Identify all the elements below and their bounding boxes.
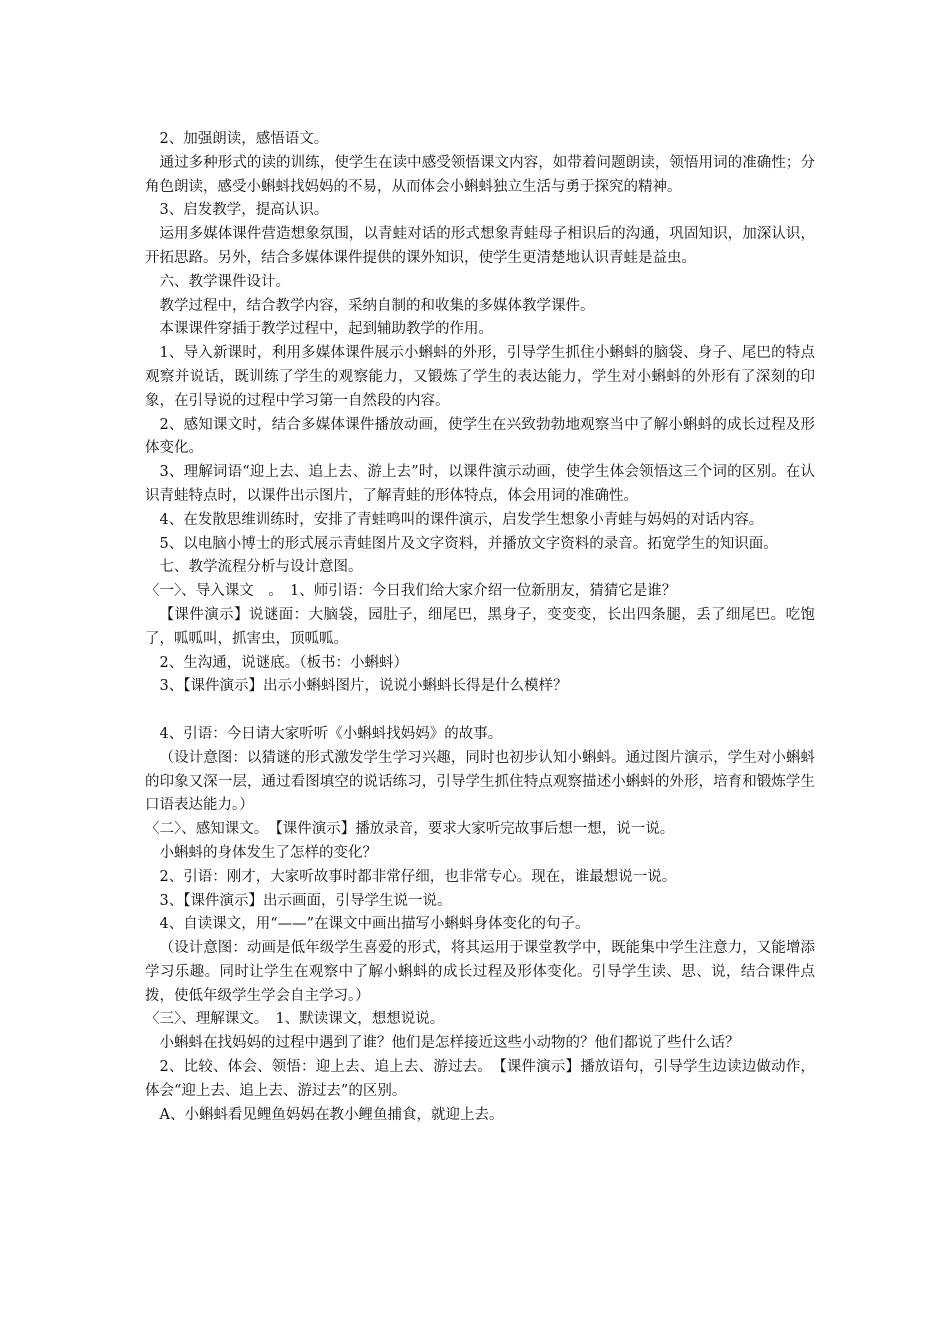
paragraph: 3、【课件演示】出示画面，引导学生说一说。 [159,892,452,909]
document-body [145,128,815,1127]
paragraph: （设计意图：以猜谜的形式激发学生学习兴趣，同时也初步认知小蝌蚪。通过图片演示，学生对小蝌蚪的印象又深一层，通过看图填空的说话练习，引导学生抓住特点观察描述小蝌蚪的外形，培育和锻炼学生口语表达能力。） [145,749,815,814]
paragraph: 本课课件穿插于教学过程中，起到辅助教学的作用。 [159,321,493,338]
paragraph: 通过多种形式的读的训练，使学生在读中感受领悟课文内容，如带着问题朗读，领悟用词的准确性；分角色朗读，感受小蝌蚪找妈妈的不易，从而体会小蝌蚪独立生活与勇于探究的精神。 [145,154,815,195]
paragraph: 小蝌蚪在找妈妈的过程中遇到了谁？他们是怎样接近这些小动物的？他们都说了些什么话？ [159,1035,740,1052]
paragraph: 2、引语：刚才，大家听故事时都非常仔细，也非常专心。现在，谁最想说一说。 [159,868,677,885]
paragraph: 2、感知课文时，结合多媒体课件播放动画，使学生在兴致勃勃地观察当中了解小蝌蚪的成长过程及形体变化。 [145,416,815,457]
paragraph: 4、自读课文，用“——”在课文中画出描写小蝌蚪身体变化的句子。 [159,916,590,933]
paragraph: 【课件演示】说谜面：大脑袋，园肚子，细尾巴，黑身子，变变变，长出四条腿，丢了细尾巴。吃饱了，呱呱叫，抓害虫，顶呱呱。 [145,606,815,647]
paragraph: 1、导入新课时，利用多媒体课件展示小蝌蚪的外形，引导学生抓住小蝌蚪的脑袋、身子、尾巴的特点观察并说话，既训练了学生的观察能力，又锻炼了学生的表达能力，学生对小蝌蚪的外形有了深刻的印象，在引导说的过程中学习第一自然段的内容。 [145,345,815,409]
paragraph: 2、生沟通，说谜底。（板书：小蝌蚪） [159,654,408,671]
paragraph: 运用多媒体课件营造想象氛围，以青蛙对话的形式想象青蛙母子相识后的沟通，巩固知识，加深认识，开拓思路。另外，结合多媒体课件提供的课外知识，使学生更清楚地认识青蛙是益虫。 [145,226,815,266]
paragraph: 小蝌蚪的身体发生了怎样的变化？ [159,844,377,861]
paragraph: A、小蝌蚪看见鲤鱼妈妈在教小鲤鱼捕食，就迎上去。 [159,1106,504,1123]
paragraph: 3、启发教学，提高认识。 [159,202,329,219]
paragraph: 七、教学流程分析与设计意图。 [159,559,363,576]
paragraph: 3、【课件演示】出示小蝌蚪图片，说说小蝌蚪长得是什么模样？ [159,678,568,695]
paragraph: 4、引语：今日请大家听听《小蝌蚪找妈妈》的故事。 [159,725,503,742]
paragraph: 〈一〉、导入课文 。 1、师引语：今日我们给大家介绍一位新朋友，猜猜它是谁？ [145,583,677,600]
paragraph: 六、教学课件设计。 [159,273,290,290]
paragraph: 〈三〉、理解课文。 1、默读课文，想想说说。 [145,1011,445,1028]
paragraph: 〈二〉、感知课文。 【课件演示】播放录音，要求大家听完故事后想一想，说一说。 [145,821,675,838]
blank-line [145,699,815,723]
paragraph: 3、理解词语“迎上去、追上去、游上去”时，以课件演示动画，使学生体会领悟这三个词的区别。在认识青蛙特点时，以课件出示图片，了解青蛙的形体特点，体会用词的准确性。 [145,464,815,504]
paragraph: （设计意图：动画是低年级学生喜爱的形式，将其运用于课堂教学中，既能集中学生注意力，又能增添学习乐趣。同时让学生在观察中了解小蝌蚪的成长过程及形体变化。引导学生读、思、说，结合课件点拨，使低年级学生学会自主学习。） [145,940,815,1004]
paragraph: 4、在发散思维训练时，安排了青蛙鸣叫的课件演示，启发学生想象小青蛙与妈妈的对话内容。 [159,511,764,528]
paragraph: 教学过程中，结合教学内容，采纳自制的和收集的多媒体教学课件。 [159,297,595,314]
paragraph: 2、加强朗读，感悟语文。 [159,131,329,147]
paragraph: 5、以电脑小博士的形式展示青蛙图片及文字资料，并播放文字资料的录音。拓宽学生的知识面。 [159,535,778,552]
paragraph: 2、比较、体会、领悟：迎上去、追上去、游过去。 【课件演示】播放语句，引导学生边读边做动作，体会“迎上去、追上去、游过去”的区别。 [145,1059,815,1099]
